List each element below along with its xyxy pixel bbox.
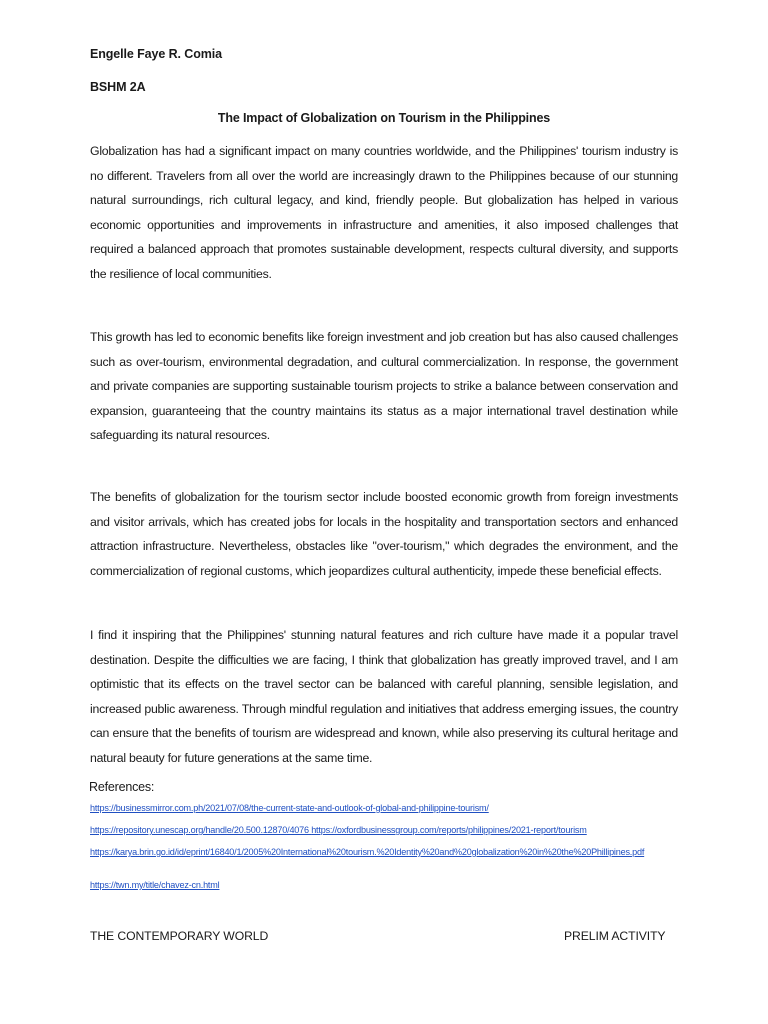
- author-name: Engelle Faye R. Comia: [90, 47, 222, 61]
- reference-line: [90, 824, 680, 836]
- references-heading: References:: [89, 780, 155, 794]
- reference-link[interactable]: https://repository.unescap.org/handle/20.500.12870/4076: [90, 825, 309, 835]
- reference-link[interactable]: https://karya.brin.go.id/id/eprint/16840/1/2005%20International%20tourism.%20Identity%20and%20globalization%20in%20the%20Phillipines.pdf: [90, 847, 645, 857]
- paragraph-2: This growth has led to economic benefits like foreign investment and job creation but has also caused challenges such as over-tourism, environmental degradation, and cultural commercialization. In response, the government and private companies are supporting sustainable tourism projects to strike a balance between conservation and expansion, guaranteeing that the country maintains its status as a major international travel destination while safeguarding its natural resources.: [90, 330, 678, 442]
- reference-link[interactable]: https://twn.my/title/chavez-cn.html: [90, 880, 220, 890]
- paragraph-4: I find it inspiring that the Philippines' stunning natural features and rich culture have made it a popular travel destination. Despite the difficulties we are facing, I think that globalization has greatly improved travel, and I am optimistic that its effects on the travel sector can be balanced with careful planning, sensible legislation, and increased public awareness. Through mindful regulation and initiatives that address emerging issues, the country can ensure that the benefits of tourism are widespread and known, while also preserving its cultural heritage and natural beauty for future generations at the same time.: [90, 628, 678, 765]
- reference-link[interactable]: https://businessmirror.com.ph/2021/07/08/the-current-state-and-outlook-of-global-and-philippine-tourism/: [90, 803, 489, 813]
- reference-link[interactable]: https://oxfordbusinessgroup.com/reports/philippines/2021-report/tourism: [311, 825, 587, 835]
- paragraph-1: Globalization has had a significant impact on many countries worldwide, and the Philippines' tourism industry is no different. Travelers from all over the world are increasingly drawn to the Philippines because of our stunning natural surroundings, rich cultural legacy, and kind, friendly people. But globalization has helped in various economic opportunities and improvements in infrastructure and amenities, it also imposed challenges that required a balanced approach that promotes sustainable development, respects cultural diversity, and supports the resilience of local communities.: [90, 144, 678, 281]
- paragraph-3: The benefits of globalization for the tourism sector include boosted economic growth from foreign investments and visitor arrivals, which has created jobs for locals in the hospitality and transportation sectors and enhanced attraction infrastructure. Nevertheless, obstacles like "over-tourism," which degrades the environment, and the commercialization of regional customs, which jeopardizes cultural authenticity, impede these beneficial effects.: [90, 490, 678, 578]
- footer-course: THE CONTEMPORARY WORLD: [90, 929, 269, 943]
- essay-title: The Impact of Globalization on Tourism in the Philippines: [217, 111, 551, 125]
- class-section: BSHM 2A: [90, 80, 146, 94]
- footer-activity: PRELIM ACTIVITY: [564, 929, 666, 943]
